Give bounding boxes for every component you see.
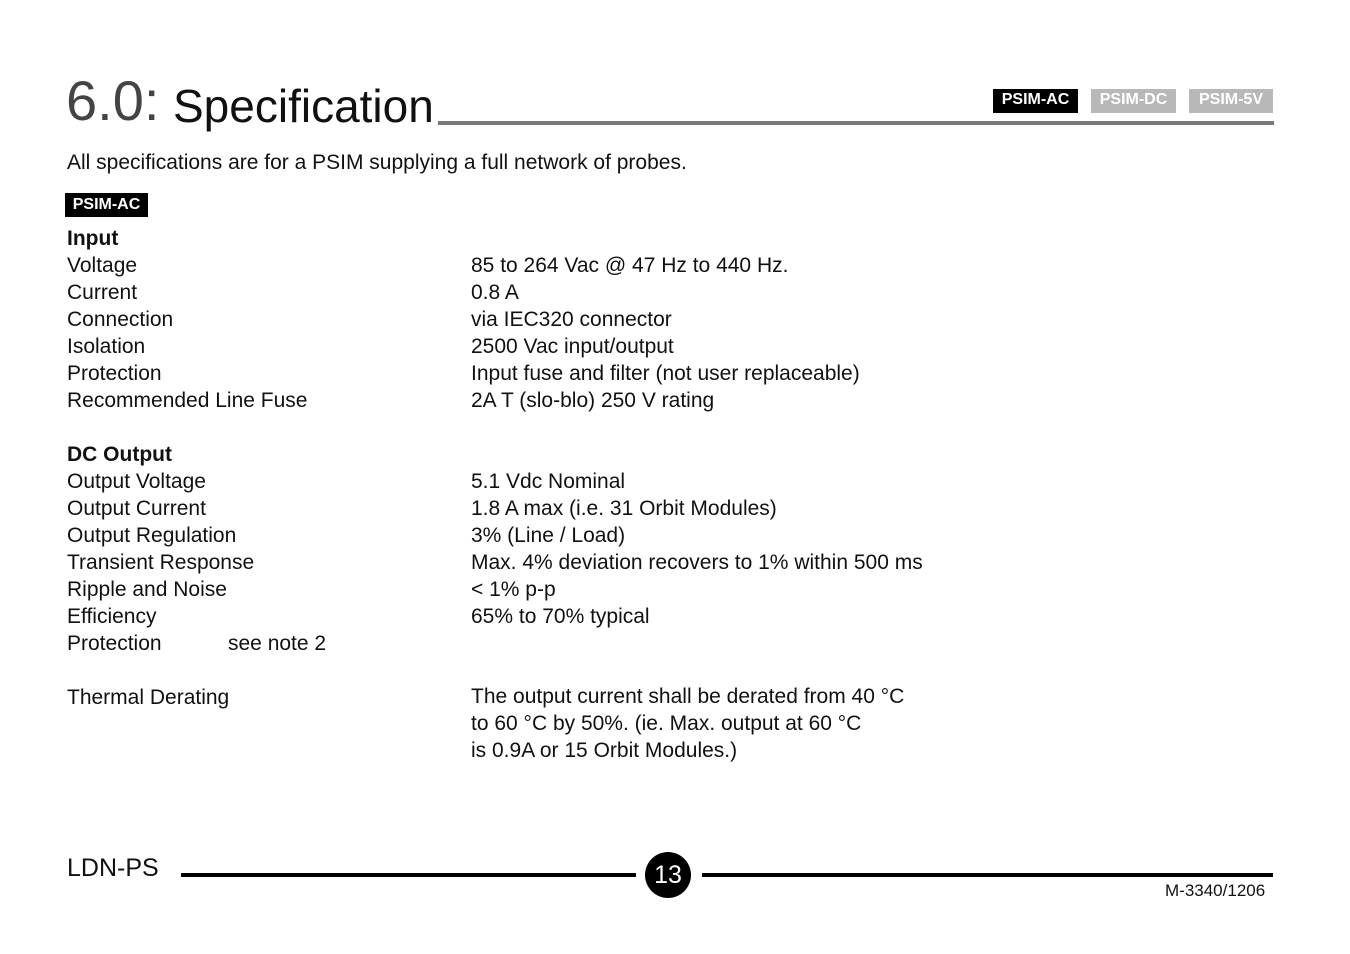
- spec-value: 2A T (slo-blo) 250 V rating: [471, 389, 715, 412]
- spec-value: 0.8 A: [471, 281, 519, 304]
- intro-text: All specifications are for a PSIM supplying a full network of probes.: [67, 151, 687, 174]
- thermal-derating-value: [471, 683, 904, 764]
- model-badge: PSIM-AC: [65, 193, 148, 217]
- spec-label: Transient Response: [67, 551, 255, 574]
- spec-label: Output Current: [67, 497, 206, 520]
- spec-label: Recommended Line Fuse: [67, 389, 308, 412]
- spec-label: Efficiency: [67, 605, 157, 628]
- spec-row-output-regulation: [0, 522, 1350, 549]
- spec-row-efficiency: [0, 603, 1350, 630]
- spec-value: Input fuse and filter (not user replaceable): [471, 362, 860, 385]
- spec-value: via IEC320 connector: [471, 308, 672, 331]
- spec-row-output-protection: [0, 630, 1350, 657]
- dc-output-heading: DC Output: [67, 443, 172, 466]
- spec-row-current: [0, 279, 1350, 306]
- tab-psim-dc[interactable]: PSIM-DC: [1091, 89, 1176, 113]
- spec-label: Protection: [67, 362, 162, 385]
- footer-rule-left: [181, 873, 636, 877]
- spec-row-line-fuse: [0, 387, 1350, 414]
- page-number: 13: [645, 852, 691, 898]
- spec-row-ripple-noise: [0, 576, 1350, 603]
- spec-value: 85 to 264 Vac @ 47 Hz to 440 Hz.: [471, 254, 789, 277]
- spec-row-isolation: [0, 333, 1350, 360]
- thermal-line: The output current shall be derated from 40 °C: [471, 685, 905, 708]
- section-number: 6.0:: [66, 69, 160, 132]
- tab-psim-ac[interactable]: PSIM-AC: [993, 89, 1078, 113]
- spec-row-connection: [0, 306, 1350, 333]
- spec-value: < 1% p-p: [471, 578, 556, 601]
- title-rule: [438, 121, 1274, 125]
- spec-note: see note 2: [228, 632, 327, 655]
- spec-value: 5.1 Vdc Nominal: [471, 470, 626, 493]
- spec-value: 2500 Vac input/output: [471, 335, 674, 358]
- spec-value: 1.8 A max (i.e. 31 Orbit Modules): [471, 497, 777, 520]
- spec-value: Max. 4% deviation recovers to 1% within 500 ms: [471, 551, 923, 574]
- spec-row-voltage: [0, 252, 1350, 279]
- spec-label: Isolation: [67, 335, 146, 358]
- thermal-line: is 0.9A or 15 Orbit Modules.): [471, 739, 738, 762]
- spec-label: Ripple and Noise: [67, 578, 227, 601]
- spec-label: Connection: [67, 308, 174, 331]
- spec-label: Output Regulation: [67, 524, 237, 547]
- input-heading: Input: [67, 227, 119, 250]
- spec-row-output-current: [0, 495, 1350, 522]
- page-title: Specification: [173, 80, 434, 132]
- spec-row-transient-response: [0, 549, 1350, 576]
- spec-label: Output Voltage: [67, 470, 206, 493]
- thermal-line: to 60 °C by 50%. (ie. Max. output at 60 °C: [471, 712, 862, 735]
- footer-rule-right: [702, 873, 1273, 877]
- spec-value: 65% to 70% typical: [471, 605, 650, 628]
- tab-psim-5v[interactable]: PSIM-5V: [1189, 89, 1273, 113]
- spec-label: Voltage: [67, 254, 138, 277]
- spec-row-output-voltage: [0, 468, 1350, 495]
- spec-value: 3% (Line / Load): [471, 524, 626, 547]
- spec-label: Protection: [67, 632, 162, 655]
- spec-label: Thermal Derating: [67, 686, 230, 709]
- spec-label: Current: [67, 281, 138, 304]
- document-number: M-3340/1206: [1165, 881, 1266, 900]
- spec-row-protection: [0, 360, 1350, 387]
- footer-product-name: LDN-PS: [67, 854, 159, 882]
